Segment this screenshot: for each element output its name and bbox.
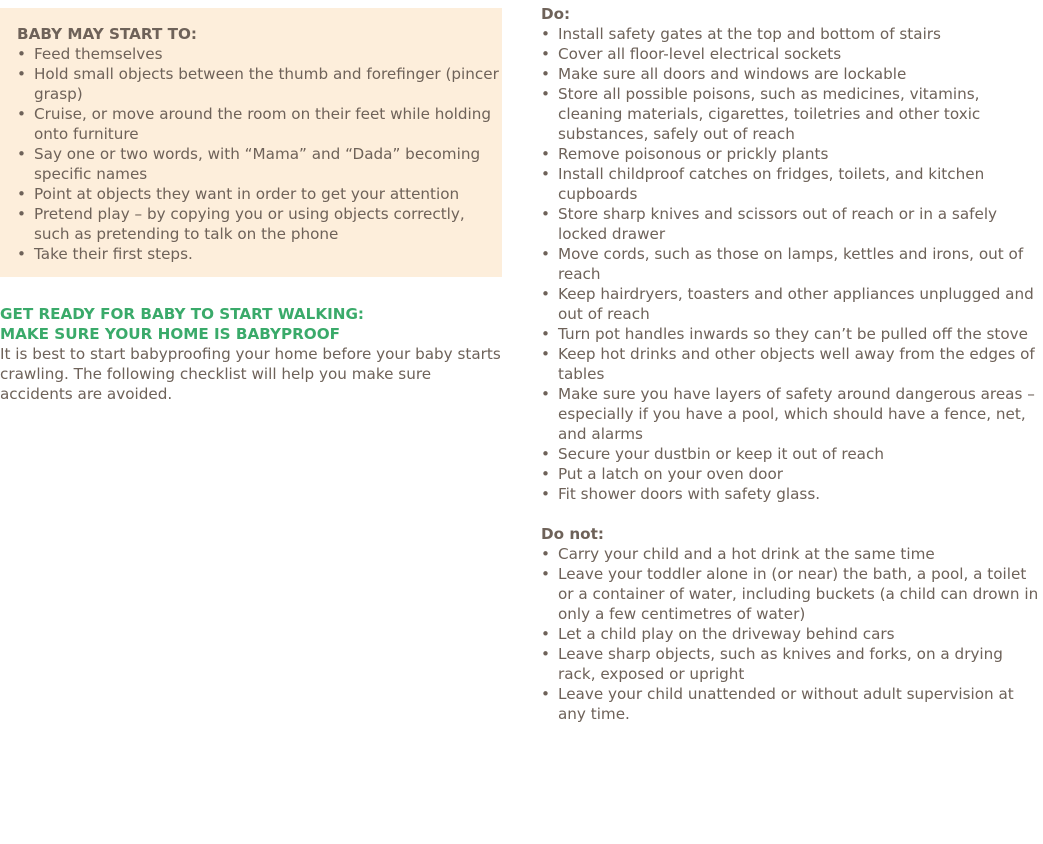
do-list	[541, 24, 1043, 504]
do-item: • Fit shower doors with safety glass.	[541, 484, 1043, 504]
milestone-item: • Cruise, or move around the room on their feet while holding onto furniture	[17, 104, 502, 144]
milestone-item: • Say one or two words, with “Mama” and “Dada” becoming specific names	[17, 144, 502, 184]
dont-item: • Let a child play on the driveway behind cars	[541, 624, 1043, 644]
do-heading: Do:	[541, 5, 571, 23]
dont-item: • Leave sharp objects, such as knives and forks, on a drying rack, exposed or upright	[541, 644, 1043, 684]
dont-list	[541, 544, 1043, 724]
milestones-box	[0, 8, 502, 277]
milestone-item: • Hold small objects between the thumb and forefinger (pincer grasp)	[17, 64, 502, 104]
do-item: • Remove poisonous or prickly plants	[541, 144, 1043, 164]
do-item: • Turn pot handles inwards so they can’t be pulled off the stove	[541, 324, 1043, 344]
do-item: • Install safety gates at the top and bottom of stairs	[541, 24, 1043, 44]
do-item: • Keep hot drinks and other objects well away from the edges of tables	[541, 344, 1043, 384]
do-item: • Put a latch on your oven door	[541, 464, 1043, 484]
walking-title-line1: GET READY FOR BABY TO START WALKING:	[0, 305, 364, 323]
do-item: • Move cords, such as those on lamps, kettles and irons, out of reach	[541, 244, 1043, 284]
dont-item: • Leave your child unattended or without adult supervision at any time.	[541, 684, 1043, 724]
milestone-item: • Feed themselves	[17, 44, 502, 64]
section-spacer	[541, 504, 1043, 524]
do-item: • Store sharp knives and scissors out of reach or in a safely locked drawer	[541, 204, 1043, 244]
do-item: • Keep hairdryers, toasters and other appliances unplugged and out of reach	[541, 284, 1043, 324]
walking-intro: It is best to start babyproofing your home before your baby starts crawling. The following checklist will help you make sure accidents are avoided.	[0, 345, 501, 403]
do-item: • Secure your dustbin or keep it out of reach	[541, 444, 1043, 464]
dont-heading: Do not:	[541, 525, 604, 543]
dont-item: • Carry your child and a hot drink at the same time	[541, 544, 1043, 564]
milestone-item: • Take their first steps.	[17, 244, 502, 264]
babyproof-checklist	[541, 4, 1043, 724]
do-item: • Install childproof catches on fridges, toilets, and kitchen cupboards	[541, 164, 1043, 204]
milestone-item: • Point at objects they want in order to get your attention	[17, 184, 502, 204]
dont-item: • Leave your toddler alone in (or near) the bath, a pool, a toilet or a container of water, including buckets (a child can drown in only a few centimetres of water)	[541, 564, 1043, 624]
walking-title-line2: MAKE SURE YOUR HOME IS BABYPROOF	[0, 325, 340, 343]
do-item: • Make sure you have layers of safety around dangerous areas – especially if you have a pool, which should have a fence, net, and alarms	[541, 384, 1043, 444]
milestone-item: • Pretend play – by copying you or using objects correctly, such as pretending to talk on the phone	[17, 204, 502, 244]
milestones-list	[17, 44, 502, 264]
walking-section	[0, 304, 505, 404]
milestones-title: BABY MAY START TO:	[17, 25, 197, 43]
do-item: • Store all possible poisons, such as medicines, vitamins, cleaning materials, cigarettes, toiletries and other toxic substances, safely out of reach	[541, 84, 1043, 144]
do-item: • Make sure all doors and windows are lockable	[541, 64, 1043, 84]
do-item: • Cover all floor-level electrical sockets	[541, 44, 1043, 64]
